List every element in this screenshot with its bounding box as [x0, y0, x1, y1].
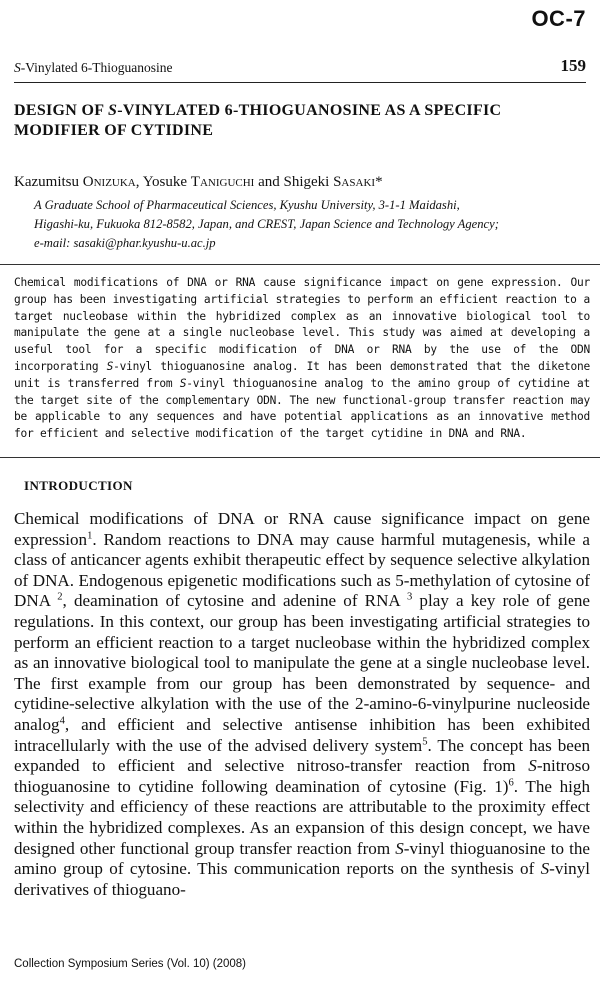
reference-marker: 6 — [508, 777, 514, 789]
abstract-box — [0, 264, 600, 458]
reference-marker: 3 — [406, 591, 413, 603]
symposium-code-badge: OC-7 — [531, 6, 586, 31]
email-line: e-mail: sasaki@phar.kyushu-u.ac.jp — [34, 236, 216, 250]
running-head — [14, 56, 586, 83]
page-number: 159 — [560, 56, 586, 75]
section-heading: INTRODUCTION — [24, 478, 133, 493]
reference-marker: 5 — [422, 735, 428, 747]
paper-title: DESIGN OF S-VINYLATED 6-THIOGUANOSINE AS A SPECIFIC MODIFIER OF CYTIDINE — [14, 102, 502, 139]
affiliation-line: A Graduate School of Pharmaceutical Sciences, Kyushu University, 3-1-1 Maidashi, — [34, 198, 460, 212]
affiliation-line: Higashi-ku, Fukuoka 812-8582, Japan, and CREST, Japan Science and Technology Agency; — [34, 217, 499, 231]
reference-marker: 4 — [59, 715, 65, 727]
abstract-text: Chemical modifications of DNA or RNA cause significance impact on gene expression. Our group has been investigating artificial strategies to perform an efficient reaction to a target nucleobase within the hybridized complex as an innovative biological tool to manipulate the gene at a single nucleobase level. This study was aimed at developing a useful tool for a specific modification of DNA or RNA by the use of the ODN incorporating S-vinyl thioguanosine analog. It has been demonstrated that the diketone unit is transferred from S-vinyl thioguanosine analog to the amino group of cytidine at the target site of the complementary ODN. The new functional-group transfer reaction may be applicable to any sequences and have potential applications as an innovative method for efficient and selective modification of the target cytidine in DNA and RNA. — [14, 276, 591, 441]
reference-marker: 1 — [87, 529, 93, 541]
introduction-paragraph: Chemical modifications of DNA or RNA cause significance impact on gene expression$^1$. Random reactions to DNA may cause harmful mutagenesis, while a class of anticancer agents exhibit therapeutic effect by sequence selective alkylation of DNA. Endogenous epigenetic modifications such as 5-methylation of cytosine of DNA $^2$, deamination of cytosine and adenine of RNA $^3$ play a key role of gene regulations. In this context, our group has been investigating artificial strategies to perform an efficient reaction to a target nucleobase within the hybridized complex as an innovative biological tool to manipulate the gene at a single nucleobase level. The first example from our group has been demonstrated by sequence- and cytidine-selective alkylation with the use of the 2-amino-6-vinylpurine nucleoside analog$^4$, and efficient and selective antisense inhibition has been exhibited intracellularly with the use of the advised delivery system$^5$. The concept has been expanded to efficient and selective nitroso-transfer reaction from S-nitroso thioguanosine to cytidine following deamination of cytosine (Fig. 1)$^6$. The high selectivity and efficiency of these reactions are attributable to the proximity effect within the hybridized complexes. As an expansion of this design concept, we have designed other functional group transfer reaction from S-vinyl thioguanosine to the amino group of cytosine. This communication reports on the synthesis of S-vinyl derivatives of thioguano- — [14, 509, 590, 899]
affiliation — [34, 196, 594, 253]
footer-citation: Collection Symposium Series (Vol. 10) (2008) — [14, 958, 247, 970]
author-list: Kazumitsu Onizuka, Yosuke Taniguchi and Shigeki Sasaki* — [14, 174, 383, 190]
reference-marker: 2 — [57, 591, 63, 603]
running-head-title: S-Vinylated 6-Thioguanosine — [14, 60, 173, 75]
